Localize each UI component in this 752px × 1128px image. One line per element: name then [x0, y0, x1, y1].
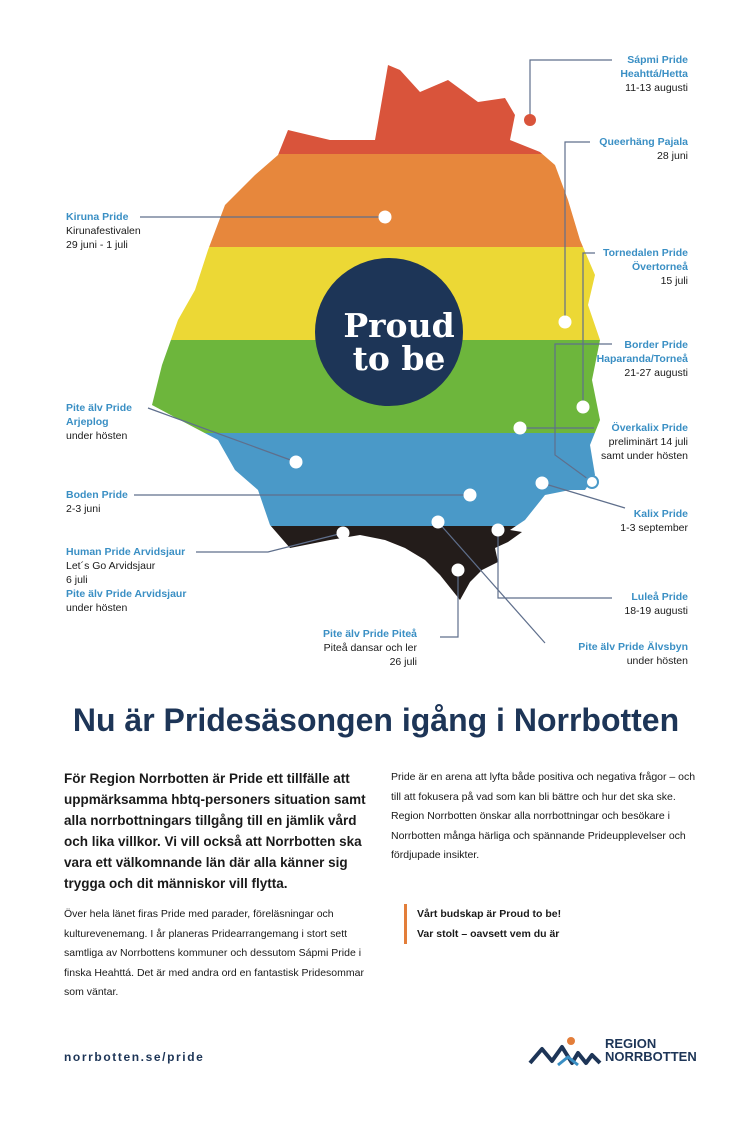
- dot-pitea: [452, 564, 464, 576]
- event-kalix: Kalix Pride 1-3 september: [620, 508, 688, 534]
- event-pite-arjeplog: Pite älv Pride Arjeplog under hösten: [66, 402, 132, 442]
- logo-wordmark: [605, 1037, 697, 1063]
- pull-quote: [404, 904, 561, 944]
- leader-lulea: [498, 530, 612, 598]
- quote-line-2: Var stolt – oavsett vem du är: [417, 928, 560, 940]
- dot-overkalix: [514, 422, 526, 434]
- body-paragraph-left: Över hela länet firas Pride med parader, föreläsningar och kulturevenemang. I år planeras Pridearrangemang i stort sett samtliga av Norrbottens kommuner och dessutom Sápmi Pride i finska Heahttá. Det är med andra ord en fantastisk Pridesommar som väntar.: [64, 908, 364, 998]
- stripe-red: [100, 40, 660, 154]
- badge-line2: to be: [352, 339, 446, 378]
- event-kiruna: Kiruna Pride Kirunafestivalen 29 juni - 1 juli: [66, 211, 141, 251]
- event-boden: Boden Pride 2-3 juni: [66, 489, 128, 515]
- event-human-arvidsjaur: Human Pride Arvidsjaur Let´s Go Arvidsjaur 6 juli Pite älv Pride Arvidsjaur under hösten: [66, 546, 187, 614]
- logo-line-1: REGION: [605, 1036, 657, 1051]
- dot-lulea: [492, 524, 504, 536]
- stripe-blue: [100, 433, 660, 526]
- website-link[interactable]: norrbotten.se/pride: [64, 1050, 205, 1064]
- dot-tornedalen: [577, 401, 589, 413]
- event-pitea: Pite älv Pride Piteå Piteå dansar och ler 26 juli: [323, 628, 417, 668]
- event-tornedalen: Tornedalen Pride Övertorneå 15 juli: [603, 247, 688, 287]
- quote-line-1: Vårt budskap är Proud to be!: [417, 908, 562, 920]
- page-title: Nu är Pridesäsongen igång i Norrbotten: [72, 702, 680, 738]
- event-lulea: Luleå Pride 18-19 augusti: [624, 591, 688, 617]
- event-alvsbyn: Pite älv Pride Älvsbyn under hösten: [578, 641, 688, 667]
- event-border: Border Pride Haparanda/Torneå 21-27 augusti: [596, 339, 688, 379]
- event-overkalix: Överkalix Pride preliminärt 14 juli samt under hösten: [601, 422, 688, 462]
- dot-kalix: [536, 477, 548, 489]
- intro-paragraph: För Region Norrbotten är Pride ett tillfälle att uppmärksamma hbtq-personers situation samt alla norrbottningars tillgång till en jämlik vård och lika villkor. Vi vill också att Norrbotten ska vara ett välkomnande län där alla känner sig trygga och dit människor vill flytta.: [64, 771, 366, 891]
- dot-arvidsjaur: [337, 527, 349, 539]
- dot-sapmi: [524, 114, 536, 126]
- event-sapmi: Sápmi Pride Heahttá/Hetta 11-13 augusti: [620, 54, 688, 94]
- dot-border: [586, 476, 598, 488]
- dot-pite-arjeplog: [290, 456, 302, 468]
- dot-boden: [464, 489, 476, 501]
- event-pajala: Queerhäng Pajala 28 juni: [599, 136, 688, 162]
- body-paragraph-right: Pride är en arena att lyfta både positiva och negativa frågor – och till att fokusera på vad som kan bli bättre och hur det ska ske. Region Norrbotten önskar alla norrbottningar och besökare i Norrbotten många härliga och spännande Prideupplevelser och fördjupade insikter.: [391, 771, 696, 861]
- leader-sapmi: [530, 60, 612, 120]
- logo-line-2: NORRBOTTEN: [605, 1049, 697, 1064]
- badge-line1: Proud: [343, 306, 455, 345]
- dot-pajala: [559, 316, 571, 328]
- stripe-orange: [100, 154, 660, 247]
- dot-kiruna: [379, 211, 391, 223]
- dot-alvsbyn: [432, 516, 444, 528]
